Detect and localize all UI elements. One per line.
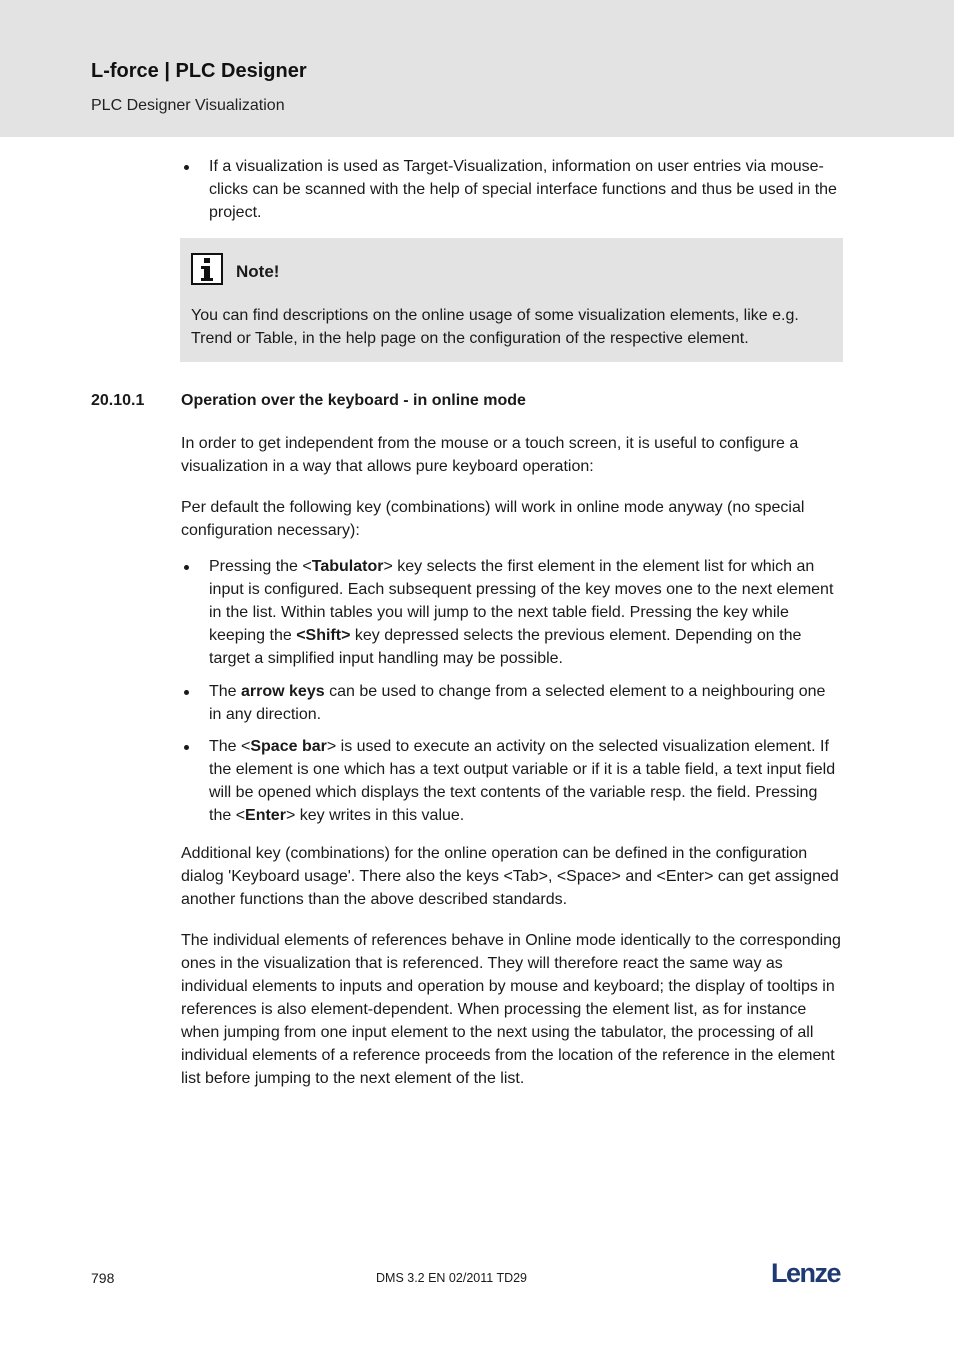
info-icon xyxy=(191,253,223,285)
key-bullet-list xyxy=(181,555,841,827)
note-box xyxy=(180,238,843,362)
key-label: <Shift> xyxy=(296,627,351,644)
paragraph-references: The individual elements of references behave in Online mode identically to the corresponding ones in the visualization that is referenced. They will therefore react the same way as individual elements to inputs and operation by mouse and keyboard; the display of tooltips in references is also element-dependent. When processing the element list, as for instance when jumping from one input element to the next using the tabulator, the processing of all individual elements of a reference proceeds from the location of the reference in the element list before jumping to the next element of the list. xyxy=(181,932,841,1087)
key-label: Space bar xyxy=(250,738,327,755)
page-header xyxy=(0,0,954,137)
logo-text: Lenze xyxy=(771,1260,841,1286)
note-label: Note! xyxy=(236,262,280,281)
note-text: You can find descriptions on the online usage of some visualization elements, like e.g. Trend or Table, in the help page on the configuration of the respective element. xyxy=(191,307,799,347)
list-item: The <Space bar> is used to execute an activity on the selected visualization element. If the element is one which has a text output variable or if it is a table field, a text input field will be opened which displays the text contents of the variable resp. the field. Pressing the <Enter> key writes in this value. xyxy=(181,735,841,827)
list-item: If a visualization is used as Target-Visualization, information on user entries via mouse-clicks can be scanned with the help of special interface functions and thus be used in the project. xyxy=(181,155,841,224)
section-title: Operation over the keyboard - in online mode xyxy=(181,392,526,409)
header-subtitle: PLC Designer Visualization xyxy=(91,97,285,114)
lenze-logo xyxy=(771,1260,851,1291)
key-label: Tabulator xyxy=(311,558,384,575)
key-label: arrow keys xyxy=(241,683,325,700)
header-title: L-force | PLC Designer xyxy=(91,60,307,82)
list-item: Pressing the <Tabulator> key selects the first element in the element list for which an input is configured. Each subsequent pressing of the key moves one to the next element in the list. Within tables you will jump to the next table field. Pressing the key while keeping the <Shift> key depressed selects the previous element. Depending on the target a simplified input handling may be possible. xyxy=(181,555,841,670)
paragraph-additional-keys: Additional key (combinations) for the online operation can be defined in the configuration dialog 'Keyboard usage'. There also the keys <Tab>, <Space> and <Enter> can get assigned another functions than the above described standards. xyxy=(181,845,839,908)
document-id: DMS 3.2 EN 02/2011 TD29 xyxy=(376,1271,528,1285)
section-number: 20.10.1 xyxy=(91,392,145,409)
list-item: The arrow keys can be used to change from a selected element to a neighbouring one in any direction. xyxy=(181,680,841,726)
paragraph-intro: In order to get independent from the mouse or a touch screen, it is useful to configure a visualization in a way that allows pure keyboard operation: xyxy=(181,435,799,475)
paragraph-defaults: Per default the following key (combinations) will work in online mode anyway (no special configuration necessary): xyxy=(181,499,805,539)
intro-bullet-list xyxy=(181,155,841,224)
page-number: 798 xyxy=(91,1270,115,1286)
key-label: Enter xyxy=(245,807,286,824)
